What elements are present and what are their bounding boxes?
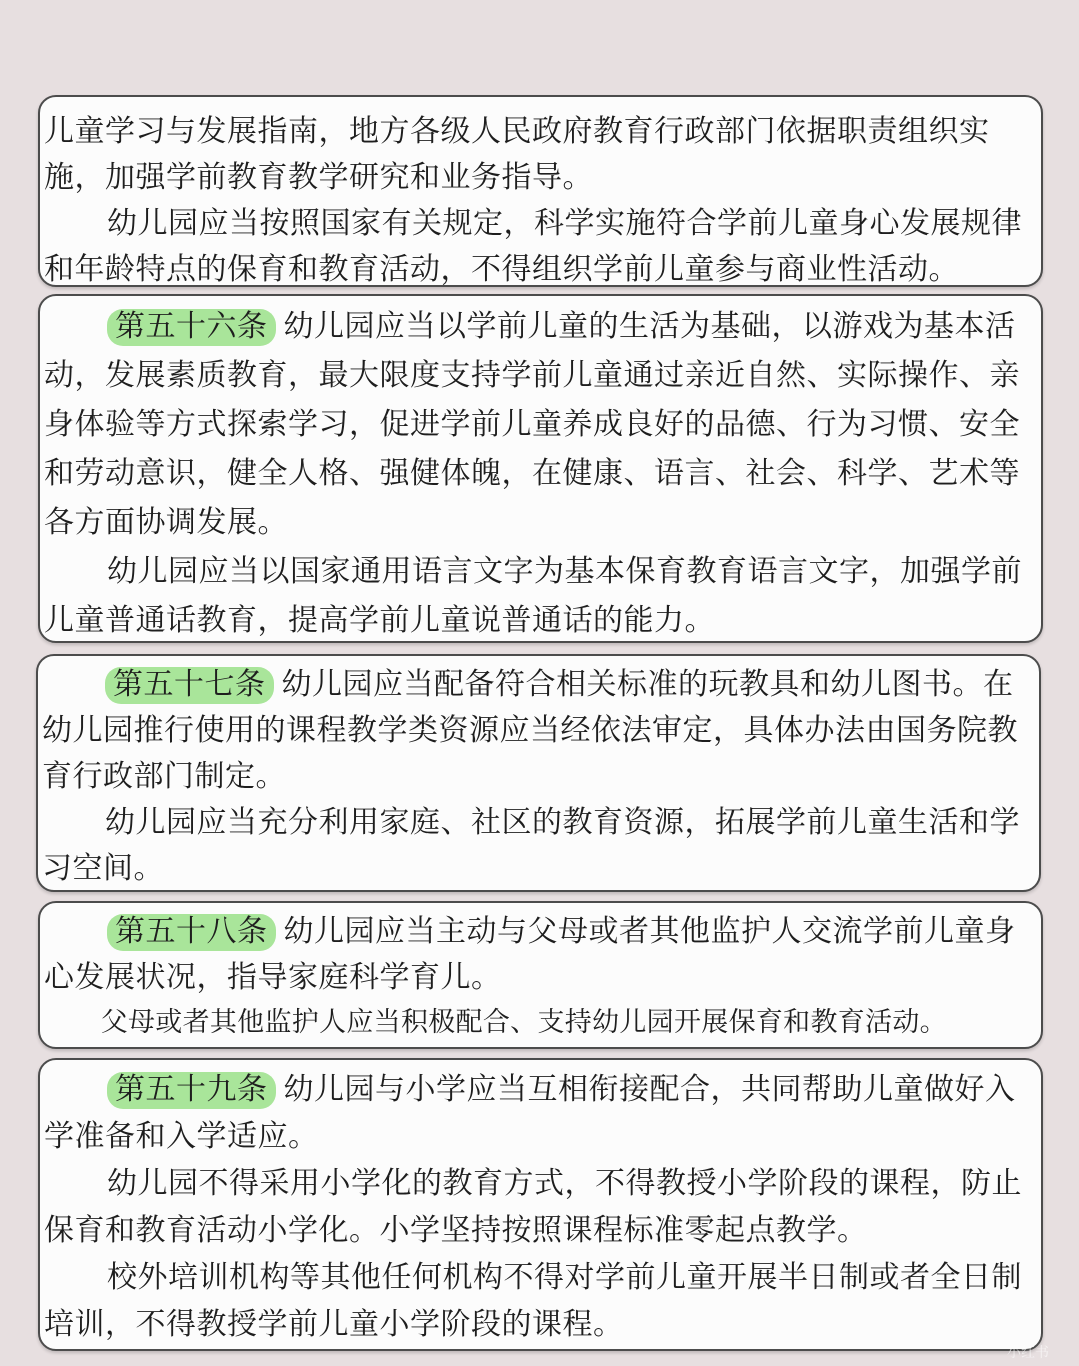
article-number-badge: 第五十九条 [107, 1072, 276, 1109]
paragraph: 儿童学习与发展指南，地方各级人民政府教育行政部门依据职责组织实施，加强学前教育教学研究和业务指导。 [44, 114, 990, 195]
paragraph: 校外培训机构等其他任何机构不得对学前儿童开展半日制或者全日制培训，不得教授学前儿童小学阶段的课程。 [44, 1260, 1022, 1342]
paragraph [44, 909, 1033, 1001]
article-number-badge: 第五十六条 [107, 309, 276, 346]
paragraph-text: 幼儿园应当以学前儿童的生活为基础，以游戏为基本活动，发展素质教育，最大限度支持学前儿童通过亲近自然、实际操作、亲身体验等方式探索学习，促进学前儿童养成良好的品德、行为习惯、安全和劳动意识，健全人格、强健体魄，在健康、语言、社会、科学、艺术等各方面协调发展。 [44, 309, 1020, 540]
law-section-continued [38, 95, 1043, 287]
article-58-section [38, 901, 1043, 1049]
paragraph: 幼儿园应当充分利用家庭、社区的教育资源，拓展学前儿童生活和学习空间。 [42, 805, 1020, 886]
article-56-section [38, 294, 1043, 643]
paragraph [44, 1066, 1033, 1160]
watermark-logo: 小红书 [1007, 1345, 1049, 1361]
paragraph-text: 幼儿园应当主动与父母或者其他监护人交流学前儿童身心发展状况，指导家庭科学育儿。 [44, 914, 1016, 995]
paragraph [42, 662, 1031, 800]
article-59-section [38, 1058, 1043, 1351]
paragraph: 幼儿园不得采用小学化的教育方式，不得教授小学阶段的课程，防止保育和教育活动小学化。小学坚持按照课程标准零起点教学。 [44, 1166, 1022, 1248]
paragraph-text: 幼儿园应当配备符合相关标准的玩教具和幼儿图书。在幼儿园推行使用的课程教学类资源应当经依法审定，具体办法由国务院教育行政部门制定。 [42, 667, 1018, 794]
paragraph: 幼儿园应当按照国家有关规定，科学实施符合学前儿童身心发展规律和年龄特点的保育和教育活动，不得组织学前儿童参与商业性活动。 [44, 206, 1022, 287]
paragraph-text: 幼儿园与小学应当互相衔接配合，共同帮助儿童做好入学准备和入学适应。 [44, 1072, 1016, 1154]
paragraph: 幼儿园应当以国家通用语言文字为基本保育教育语言文字，加强学前儿童普通话教育，提高学前儿童说普通话的能力。 [44, 554, 1022, 638]
article-number-badge: 第五十七条 [105, 667, 274, 704]
paragraph: 父母或者其他监护人应当积极配合、支持幼儿园开展保育和教育活动。 [100, 1007, 947, 1038]
article-number-badge: 第五十八条 [107, 914, 276, 951]
paragraph [44, 302, 1033, 547]
article-57-section [36, 654, 1041, 892]
